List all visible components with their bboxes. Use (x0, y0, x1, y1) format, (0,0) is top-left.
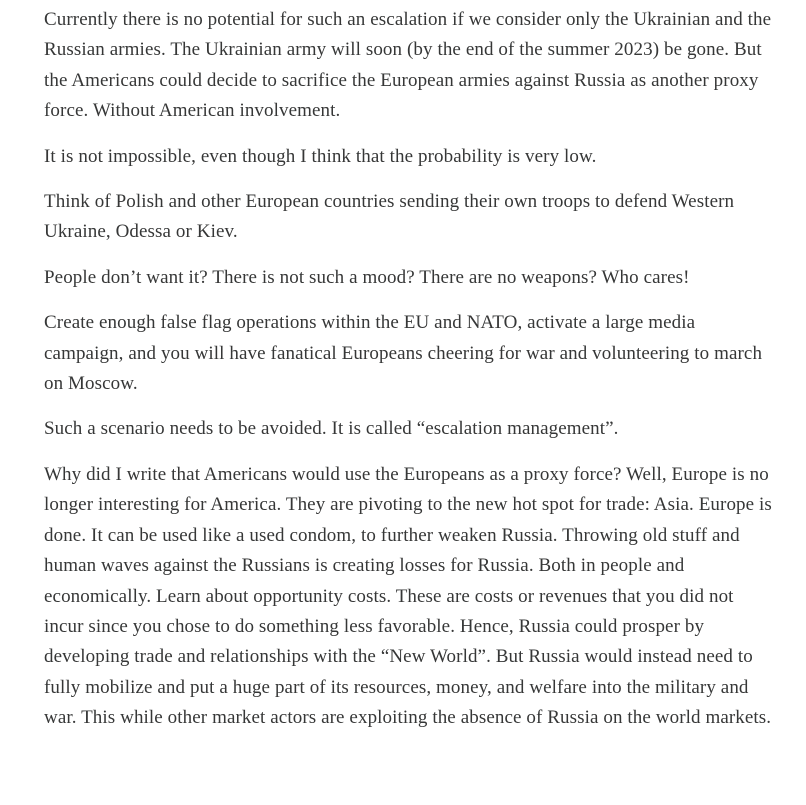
paragraph-escalation-management: Such a scenario needs to be avoided. It is called “escalation management”. (44, 418, 619, 440)
paragraph-false-flag: Create enough false flag operations within the EU and NATO, activate a large media campaign, and you will have fanatical Europeans cheering for war and volunteering to march on Moscow. (44, 312, 763, 395)
article-body (44, 5, 774, 749)
paragraph-who-cares: People don’t want it? There is not such a mood? There are no weapons? Who cares! (44, 266, 690, 288)
paragraph-probability: It is not impossible, even though I think that the probability is very low. (44, 145, 597, 167)
paragraph-proxy-force: Why did I write that Americans would use the Europeans as a proxy force? Well, Europe is no longer interesting for America. They are pivoting to the new hot spot for trade: Asia. Europe is done. It can be used like a used condom, to further weaken Russia. Throwing old stuff and human waves against the Russians is creating losses for Russia. Both in people and economically. Learn about opportunity costs. These are costs or revenues that you did not incur since you chose to do something less favorable. Hence, Russia could prosper by developing trade and relationships with the “New World”. But Russia would instead need to fully mobilize and put a huge part of its resources, money, and welfare into the military and war. This while other market actors are exploiting the absence of Russia on the world markets. (44, 463, 772, 729)
paragraph-polish-troops: Think of Polish and other European countries sending their own troops to defend Western Ukraine, Odessa or Kiev. (44, 191, 735, 243)
paragraph-escalation-potential: Currently there is no potential for such an escalation if we consider only the Ukrainian and the Russian armies. The Ukrainian army will soon (by the end of the summer 2023) be gone. But the Americans could decide to sacrifice the European armies against Russia as another proxy force. Without American involvement. (44, 9, 772, 122)
